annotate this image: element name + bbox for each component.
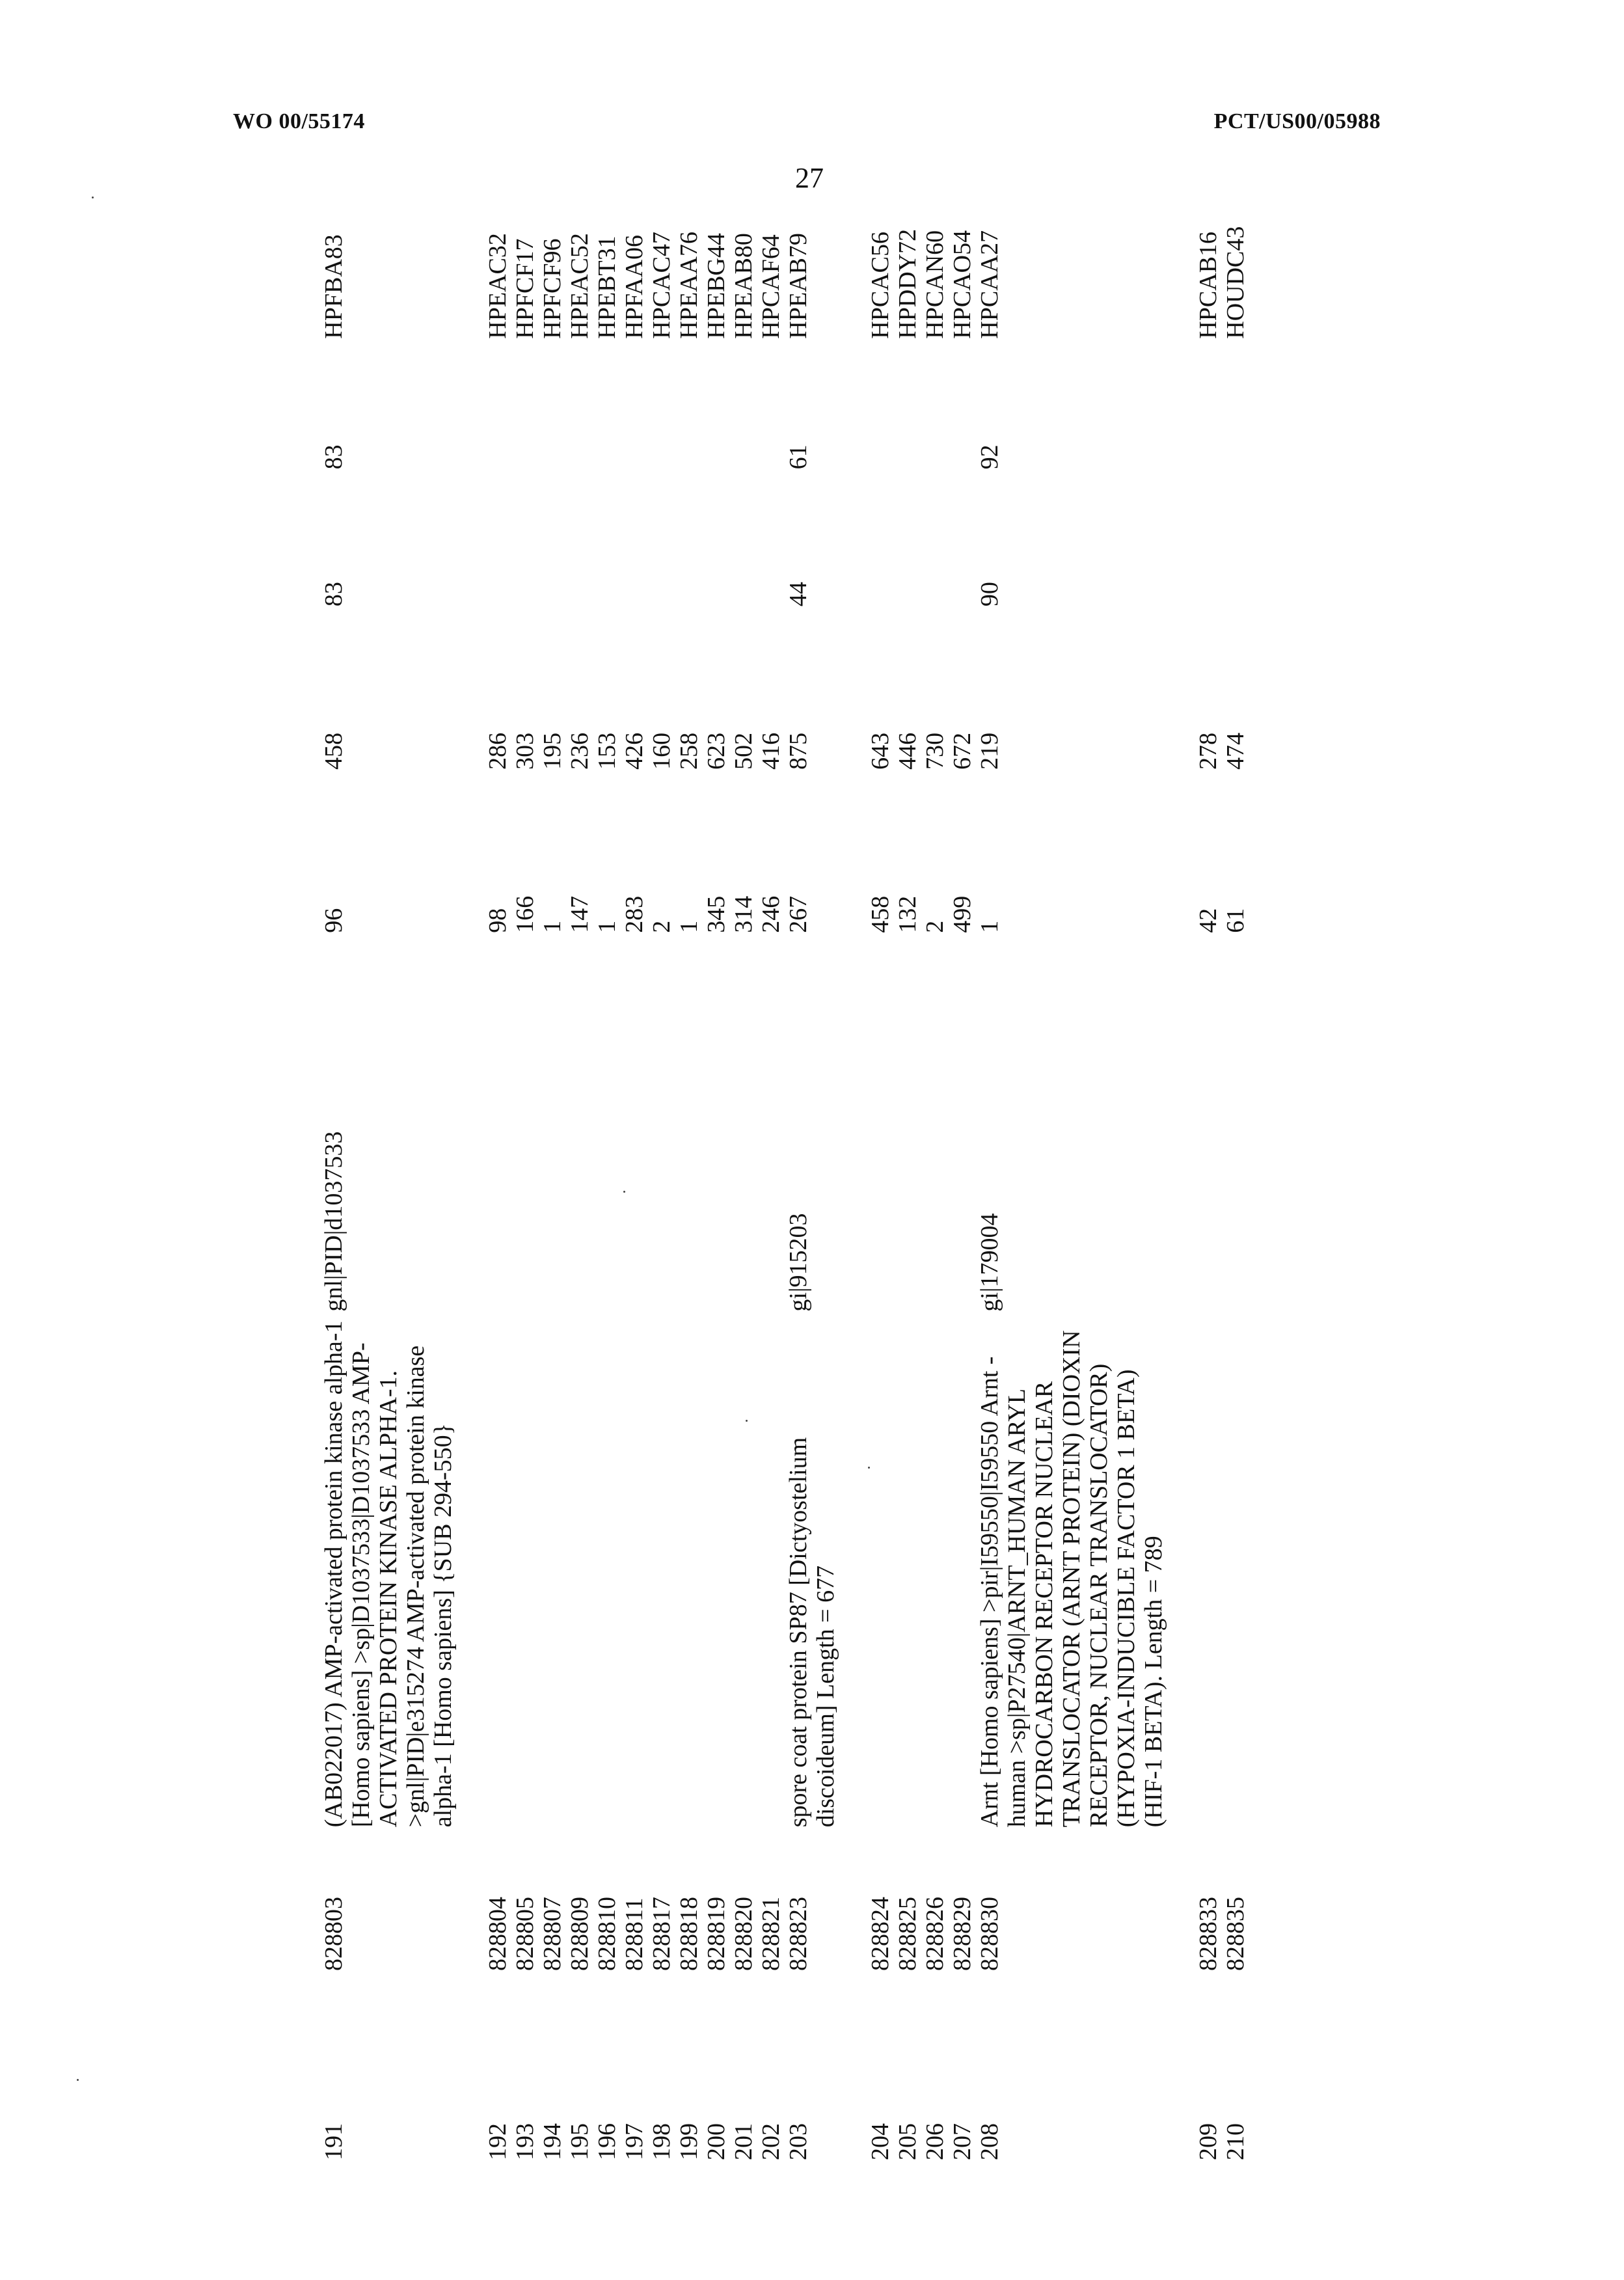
- end-value-cell: 643: [867, 732, 894, 770]
- row-number-cell: 194: [539, 2123, 566, 2160]
- score-c-cell: [703, 469, 730, 606]
- accession-cell: 828830: [976, 1897, 1003, 1972]
- spacer-row: [457, 208, 484, 2160]
- score-d-cell: [757, 339, 785, 470]
- start-value-cell: 1: [976, 920, 1003, 933]
- accession-cell: 828835: [1222, 1897, 1249, 1972]
- table-row: [566, 208, 593, 2160]
- gi-identifier-cell: [593, 933, 621, 1312]
- gi-identifier-cell: [675, 933, 703, 1312]
- score-d-cell: [1222, 339, 1249, 470]
- end-value-cell: 219: [976, 732, 1003, 770]
- score-d-cell: [894, 339, 921, 470]
- gi-identifier-cell: [539, 933, 566, 1312]
- end-value-cell: 730: [921, 732, 949, 770]
- accession-cell: 828825: [894, 1897, 921, 1972]
- score-c-cell: [1222, 469, 1249, 606]
- score-c-cell: [730, 469, 757, 606]
- gi-identifier-cell: [867, 933, 894, 1312]
- score-d-cell: [921, 339, 949, 470]
- score-c-cell: [1195, 469, 1222, 606]
- table-row: [511, 208, 539, 2160]
- table-row: [320, 208, 457, 2160]
- gi-identifier-cell: [730, 933, 757, 1312]
- clone-id-cell: HPCAB16: [1195, 232, 1222, 339]
- gi-identifier-cell: [566, 933, 593, 1312]
- end-value-cell: 416: [757, 732, 785, 770]
- row-number-cell: 209: [1195, 2123, 1222, 2160]
- accession-cell: 828829: [949, 1897, 976, 1972]
- row-number-cell: 202: [757, 2123, 785, 2160]
- clone-id-cell: HPCAO54: [949, 230, 976, 339]
- accession-cell: 828809: [566, 1897, 593, 1972]
- gi-identifier-cell: [621, 933, 648, 1312]
- gi-identifier-cell: gi|915203: [785, 1213, 812, 1312]
- score-c-cell: [949, 469, 976, 606]
- score-d-cell: [675, 339, 703, 470]
- row-number-cell: 204: [867, 2123, 894, 2160]
- start-value-cell: 42: [1195, 908, 1222, 933]
- gi-identifier-cell: [511, 933, 539, 1312]
- score-d-cell: 83: [320, 444, 347, 470]
- start-value-cell: 1: [675, 920, 703, 933]
- clone-id-cell: HPEAC32: [484, 233, 511, 339]
- gi-identifier-cell: [757, 933, 785, 1312]
- row-number-cell: 207: [949, 2123, 976, 2160]
- score-d-cell: [621, 339, 648, 470]
- score-c-cell: [894, 469, 921, 606]
- clone-id-cell: HPEBT31: [593, 236, 621, 339]
- clone-id-cell: HPEAC52: [566, 233, 593, 339]
- score-d-cell: [511, 339, 539, 470]
- start-value-cell: 314: [730, 895, 757, 933]
- table-row: [648, 208, 675, 2160]
- score-d-cell: [730, 339, 757, 470]
- row-number-cell: 199: [675, 2123, 703, 2160]
- gi-identifier-cell: [894, 933, 921, 1312]
- row-number-cell: 210: [1222, 2123, 1249, 2160]
- accession-cell: 828818: [675, 1897, 703, 1972]
- end-value-cell: 303: [511, 732, 539, 770]
- spacer-cell: [839, 208, 867, 2160]
- score-c-cell: [648, 469, 675, 606]
- end-value-cell: 672: [949, 732, 976, 770]
- score-d-cell: [867, 339, 894, 470]
- start-value-cell: 132: [894, 895, 921, 933]
- accession-cell: 828824: [867, 1897, 894, 1972]
- end-value-cell: 278: [1195, 732, 1222, 770]
- table-row: [921, 208, 949, 2160]
- description-cell: spore coat protein SP87 [Dictyostelium discoideum] Length = 677: [785, 1437, 839, 1828]
- end-value-cell: 195: [539, 732, 566, 770]
- end-value-cell: 160: [648, 732, 675, 770]
- score-d-cell: 61: [785, 444, 812, 470]
- description-cell: (AB022017) AMP-activated protein kinase alpha-1 [Homo sapiens] >sp|D1037533|D1037533 AMP-ACTIVATED PROTEIN KINASE ALPHA-1. >gnl|PID|e315274 AMP-activated protein kinase alpha-1 [Homo sapiens] {SUB 294-550}: [320, 1320, 457, 1828]
- score-c-cell: 44: [785, 582, 812, 607]
- page-number: 27: [795, 162, 824, 194]
- table-row: [894, 208, 921, 2160]
- score-c-cell: [757, 469, 785, 606]
- gi-identifier-cell: [484, 933, 511, 1312]
- clone-id-cell: HPCAF64: [757, 234, 785, 339]
- score-c-cell: [484, 469, 511, 606]
- clone-id-cell: HPEAB80: [730, 233, 757, 339]
- start-value-cell: 166: [511, 895, 539, 933]
- accession-cell: 828820: [730, 1897, 757, 1972]
- end-value-cell: 458: [320, 732, 347, 770]
- gi-identifier-cell: gi|179004: [976, 1213, 1003, 1312]
- end-value-cell: 446: [894, 732, 921, 770]
- start-value-cell: 2: [921, 920, 949, 933]
- start-value-cell: 246: [757, 895, 785, 933]
- end-value-cell: 502: [730, 732, 757, 770]
- score-d-cell: [1195, 339, 1222, 470]
- clone-id-cell: HPCAC47: [648, 232, 675, 339]
- table-row: [785, 208, 839, 2160]
- accession-cell: 828805: [511, 1897, 539, 1972]
- row-number-cell: 197: [621, 2123, 648, 2160]
- accession-cell: 828821: [757, 1897, 785, 1972]
- clone-id-cell: HPDDY72: [894, 228, 921, 339]
- accession-cell: 828823: [785, 1897, 812, 1972]
- table-row: [539, 208, 566, 2160]
- score-c-cell: [621, 469, 648, 606]
- score-d-cell: [539, 339, 566, 470]
- table-row: [949, 208, 976, 2160]
- end-value-cell: 258: [675, 732, 703, 770]
- row-number-cell: 198: [648, 2123, 675, 2160]
- accession-cell: 828810: [593, 1897, 621, 1972]
- accession-cell: 828807: [539, 1897, 566, 1972]
- score-c-cell: 90: [976, 582, 1003, 607]
- start-value-cell: 1: [593, 920, 621, 933]
- table-row: [867, 208, 894, 2160]
- gi-identifier-cell: [949, 933, 976, 1312]
- accession-cell: 828811: [621, 1897, 648, 1972]
- row-number-cell: 200: [703, 2123, 730, 2160]
- table-body: [320, 208, 1249, 2160]
- score-d-cell: [648, 339, 675, 470]
- row-number-cell: 193: [511, 2123, 539, 2160]
- clone-id-cell: HPFCF96: [539, 238, 566, 339]
- start-value-cell: 98: [484, 908, 511, 933]
- gi-identifier-cell: [1222, 933, 1249, 1312]
- table-row: [621, 208, 648, 2160]
- sequence-table: [320, 208, 1249, 2160]
- row-number-cell: 208: [976, 2123, 1003, 2160]
- row-number-cell: 205: [894, 2123, 921, 2160]
- score-d-cell: [703, 339, 730, 470]
- scan-speck: [92, 197, 94, 198]
- start-value-cell: 267: [785, 895, 812, 933]
- row-number-cell: 195: [566, 2123, 593, 2160]
- clone-id-cell: HPFBA83: [320, 234, 347, 339]
- accession-cell: 828819: [703, 1897, 730, 1972]
- start-value-cell: 345: [703, 895, 730, 933]
- accession-cell: 828833: [1195, 1897, 1222, 1972]
- scan-speck: [746, 1420, 748, 1422]
- end-value-cell: 474: [1222, 732, 1249, 770]
- score-d-cell: 92: [976, 444, 1003, 470]
- accession-cell: 828803: [320, 1897, 347, 1972]
- clone-id-cell: HPFAA06: [621, 234, 648, 339]
- end-value-cell: 875: [785, 732, 812, 770]
- start-value-cell: 1: [539, 920, 566, 933]
- row-number-cell: 203: [785, 2123, 812, 2160]
- clone-id-cell: HPEBG44: [703, 233, 730, 339]
- score-d-cell: [593, 339, 621, 470]
- end-value-cell: 153: [593, 732, 621, 770]
- gi-identifier-cell: gnl|PID|d1037533: [320, 1131, 347, 1312]
- table-row: [730, 208, 757, 2160]
- start-value-cell: 458: [867, 895, 894, 933]
- score-c-cell: [675, 469, 703, 606]
- table-row: [1195, 208, 1222, 2160]
- score-c-cell: [539, 469, 566, 606]
- accession-cell: 828804: [484, 1897, 511, 1972]
- scan-speck: [77, 2079, 79, 2081]
- rotated-table-container: [320, 208, 1249, 2160]
- scan-speck: [623, 1191, 625, 1193]
- scan-speck: [868, 1467, 870, 1469]
- end-value-cell: 236: [566, 732, 593, 770]
- table-row: [593, 208, 621, 2160]
- gi-identifier-cell: [1195, 933, 1222, 1312]
- spacer-cell: [457, 208, 484, 2160]
- end-value-cell: 426: [621, 732, 648, 770]
- score-c-cell: 83: [320, 582, 347, 607]
- score-c-cell: [566, 469, 593, 606]
- spacer-row: [839, 208, 867, 2160]
- end-value-cell: 286: [484, 732, 511, 770]
- clone-id-cell: HPCAC56: [867, 232, 894, 339]
- end-value-cell: 623: [703, 732, 730, 770]
- score-c-cell: [867, 469, 894, 606]
- table-row: [757, 208, 785, 2160]
- application-number: PCT/US00/05988: [1213, 109, 1381, 133]
- table-row: [484, 208, 511, 2160]
- clone-id-cell: HPCAA27: [976, 230, 1003, 339]
- start-value-cell: 147: [566, 895, 593, 933]
- clone-id-cell: HPFCF17: [511, 238, 539, 339]
- table-row: [675, 208, 703, 2160]
- clone-id-cell: HPEAB79: [785, 233, 812, 339]
- row-number-cell: 191: [320, 2123, 347, 2160]
- start-value-cell: 96: [320, 908, 347, 933]
- row-number-cell: 192: [484, 2123, 511, 2160]
- row-number-cell: 196: [593, 2123, 621, 2160]
- start-value-cell: 283: [621, 895, 648, 933]
- row-number-cell: 201: [730, 2123, 757, 2160]
- gi-identifier-cell: [648, 933, 675, 1312]
- gi-identifier-cell: [703, 933, 730, 1312]
- start-value-cell: 2: [648, 920, 675, 933]
- clone-id-cell: HPCAN60: [921, 230, 949, 339]
- description-cell: Arnt [Homo sapiens] >pir|I59550|I59550 Arnt - human >sp|P27540|ARNT_HUMAN ARYL HYDROCARBON RECEPTOR NUCLEAR TRANSLOCATOR (ARNT PROTEIN) (DIOXIN RECEPTOR, NUCLEAR TRANSLOCATOR) (HYPOXIA-INDUCIBLE FACTOR 1 BETA) (HIF-1 BETA). Length = 789: [976, 1330, 1167, 1828]
- accession-cell: 828817: [648, 1897, 675, 1972]
- clone-id-cell: HPEAA76: [675, 232, 703, 339]
- score-c-cell: [511, 469, 539, 606]
- gi-identifier-cell: [921, 933, 949, 1312]
- table-row: [1222, 208, 1249, 2160]
- score-c-cell: [921, 469, 949, 606]
- start-value-cell: 499: [949, 895, 976, 933]
- row-number-cell: 206: [921, 2123, 949, 2160]
- clone-id-cell: HOUDC43: [1222, 226, 1249, 339]
- accession-cell: 828826: [921, 1897, 949, 1972]
- score-d-cell: [949, 339, 976, 470]
- spacer-row: [1167, 208, 1195, 2160]
- publication-number: WO 00/55174: [233, 109, 365, 133]
- spacer-cell: [1167, 208, 1195, 2160]
- score-d-cell: [484, 339, 511, 470]
- score-c-cell: [593, 469, 621, 606]
- table-row: [703, 208, 730, 2160]
- score-d-cell: [566, 339, 593, 470]
- table-row: [976, 208, 1167, 2160]
- start-value-cell: 61: [1222, 908, 1249, 933]
